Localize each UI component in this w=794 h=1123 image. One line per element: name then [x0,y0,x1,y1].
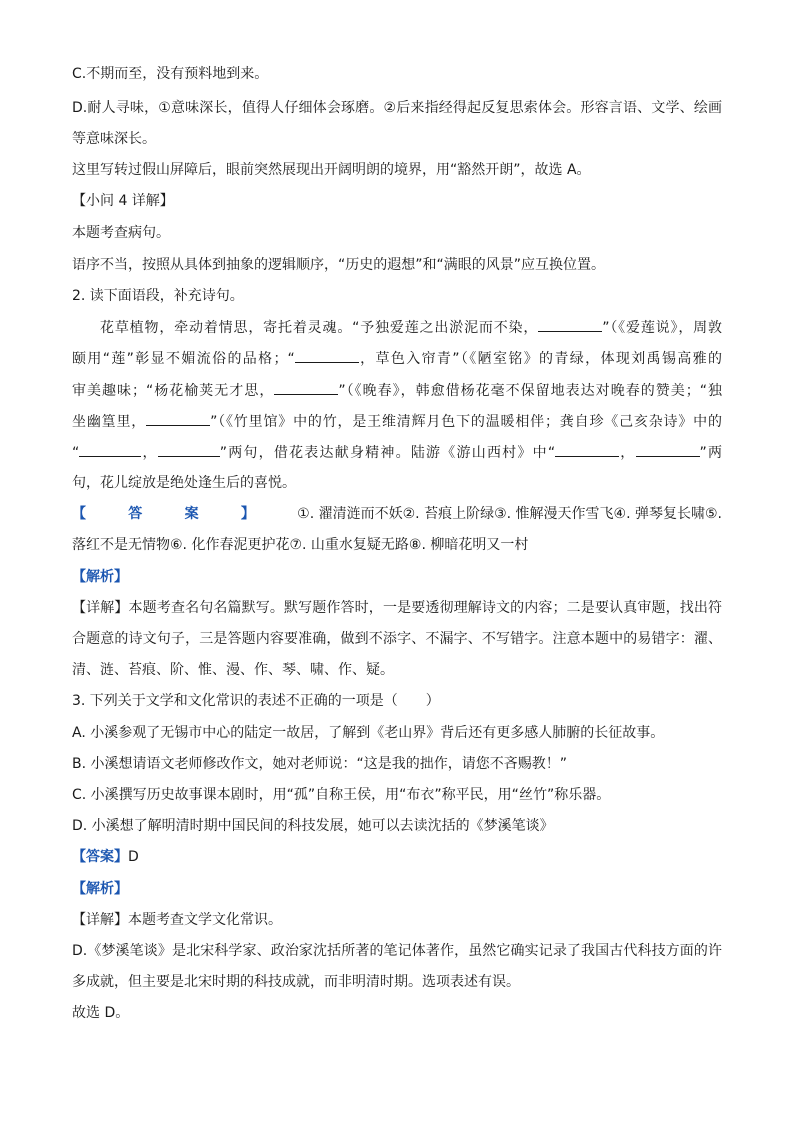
answer-item: ⑥. 化作春泥更护花 [170,537,290,553]
section-heading: 【小问 4 详解】 [72,193,174,209]
answer-tag: 【答案】 [72,849,128,865]
answer-blank [79,439,141,457]
passage-line: 花草植物，牵动着情思，寄托着灵魂。“予独爱莲之出淤泥而不染， ”（《爱莲说》，周敦 [100,314,722,340]
option-a: A. 小溪参观了无锡市中心的陆定一故居，了解到《老山界》背后还有更多感人肺腑的长征故事。 [72,725,665,741]
analysis-tag: 【解析】 [72,569,128,585]
question-2-title: 2. 读下面语段，补充诗句。 [72,288,244,304]
answer-line [72,501,722,527]
answer-item: ④. 弹琴复长啸 [613,506,705,522]
text-line: 本题考查病句。 [72,225,170,241]
answer-item: 落红不是无情物 [72,537,170,553]
option-d: D. 小溪想了解明清时期中国民间的科技发展，她可以去读沈括的《梦溪笔谈》 [72,818,554,834]
detail-tag: 【详解】 [72,600,129,616]
detail-line: 清、涟、苔痕、阶、惟、漫、作、琴、啸、作、疑。 [72,662,394,678]
answer-value: D [128,849,139,865]
detail-line: 【详解】本题考查名句名篇默写。默写题作答时，一是要透彻理解诗文的内容；二是要认真审题，找出符 [72,600,723,616]
answer-blank [636,439,700,457]
answer-item: ⑧. 柳暗花明又一村 [408,537,529,553]
question-3-title: 3. 下列关于文学和文化常识的表述不正确的一项是（ ） [72,693,440,709]
text-line: 等意味深长。 [72,131,156,147]
text-line: C.不期而至，没有预料地到来。 [72,66,269,82]
passage-line: 审美趣味；“杨花榆荚无才思， ”（《晚春》，韩愈借杨花毫不保留地表达对晚春的赞美；“独 [72,377,722,403]
answer-blank [555,439,619,457]
answer-line [72,532,632,558]
passage-line: 颐用“莲”彰显不媚流俗的品格；“ ，草色入帘青”（《陋室铭》的青绿，体现刘禹锡高雅的 [72,345,722,371]
answer-item: ③. 惟解漫天作雪飞 [494,506,614,522]
detail-line: 故选 D。 [72,1005,130,1021]
answer-item: ⑤. [704,506,722,522]
answer-item: ⑦. 山重水复疑无路 [289,537,409,553]
detail-line: 合题意的诗文句子，三是答题内容要准确，做到不添字、不漏字、不写错字。注意本题中的易错字：濯、 [72,631,722,647]
answer-blank [158,439,220,457]
option-b: B. 小溪想请语文老师修改作文，她对老师说：“这是我的拙作，请您不吝赐教！” [72,756,568,772]
detail-line: 多成就，但主要是北宋时期的科技成就，而非明清时期。选项表述有误。 [72,974,520,990]
detail-line: D.《梦溪笔谈》是北宋科学家、政治家沈括所著的笔记体著作，虽然它确实记录了我国古代科技方面的许 [72,943,722,959]
answer-blank [146,408,210,426]
detail-line: 【详解】本题考查文学文化常识。 [72,912,282,928]
text-line: 这里写转过假山屏障后，眼前突然展现出开阔明朗的境界，用“豁然开朗”，故选 A。 [72,162,591,178]
answer-line [72,844,722,870]
answer-item: ②. 苔痕上阶绿 [402,506,495,522]
analysis-tag: 【解析】 [72,881,128,897]
text-line: 语序不当，按照从具体到抽象的逻辑顺序，“历史的遐想”和“满眼的风景”应互换位置。 [72,257,606,273]
passage-line: 坐幽篁里， ”（《竹里馆》中的竹，是王维清辉月色下的温暖相伴；龚自珍《己亥杂诗》中的 [72,408,722,434]
option-c: C. 小溪撰写历史故事课本剧时，用“孤”自称王侯，用“布衣”称平民，用“丝竹”称乐器。 [72,787,611,803]
answer-tag: 【答案】 [72,506,298,522]
answer-item: ①. 濯清涟而不妖 [297,506,403,522]
answer-blank [295,345,359,363]
detail-tag: 【详解】 [72,912,128,928]
passage-line: 句，花儿绽放是绝处逢生后的喜悦。 [72,475,296,491]
answer-blank [274,377,338,395]
answer-blank [538,314,602,332]
text-line: D.耐人寻味，①意味深长，值得人仔细体会琢磨。②后来指经得起反复思索体会。形容言语、文学、绘画 [72,100,722,116]
passage-line: “ ， ”两句，借花表达献身精神。陆游《游山西村》中“ ， ”两 [72,439,722,465]
